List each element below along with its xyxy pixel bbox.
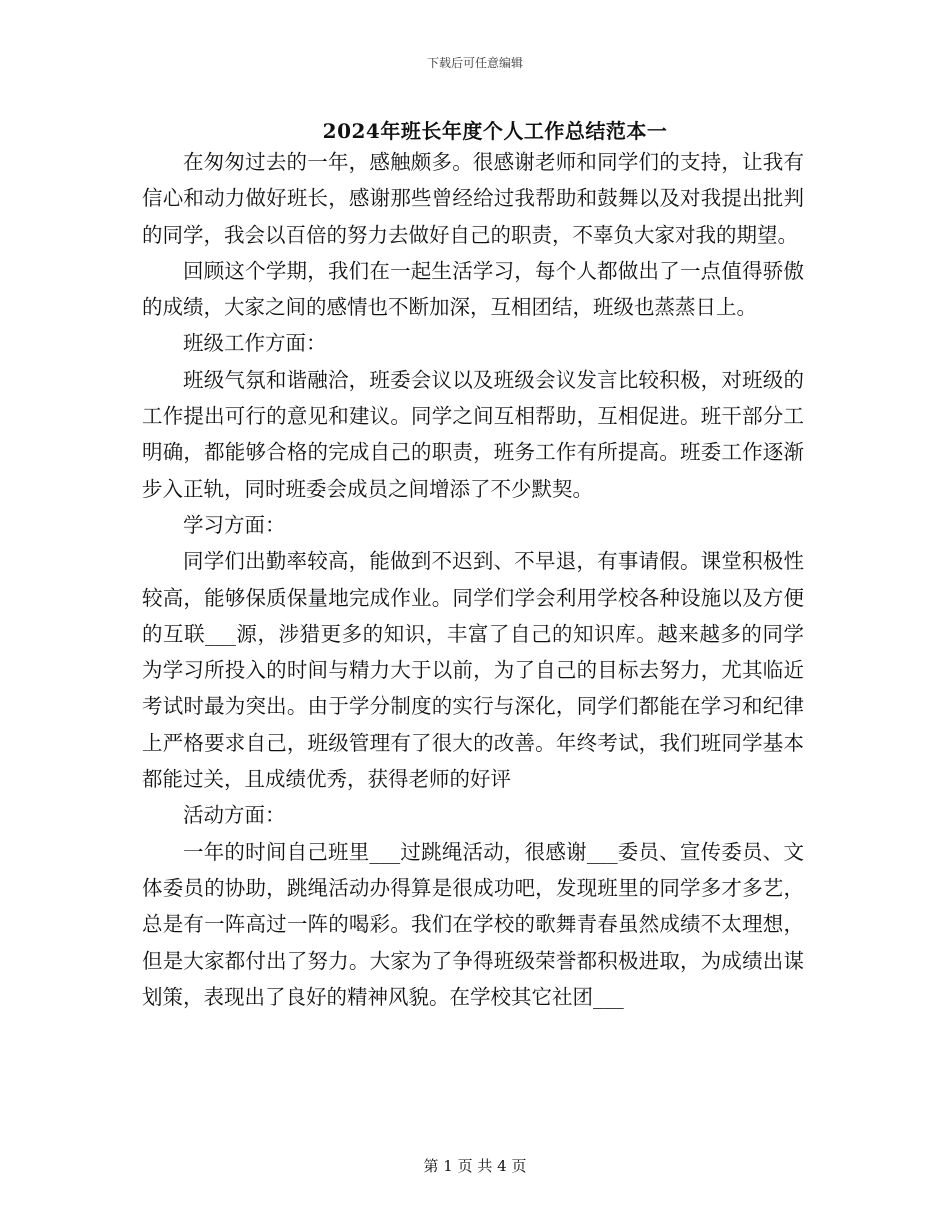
paragraph-study: 同学们出勤率较高，能做到不迟到、不早退，有事请假。课堂积极性较高，能够保质保量地完成作业。同学们学会利用学校各种设施以及方便的互联___源，涉猎更多的知识，丰富了自己的知识库。越来越多的同学为学习所投入的时间与精力大于以前，为了自己的目标去努力，尤其临近考试时最为突出。由于学分制度的实行与深化，同学们都能在学习和纪律上严格要求自己，班级管理有了很大的改善。年终考试，我们班同学基本都能过关，且成绩优秀，获得老师的好评: [142, 549, 804, 792]
document-body: [142, 144, 804, 1015]
section-heading-study: 学习方面：: [183, 512, 286, 537]
document-title: 2024年班长年度个人工作总结范本一: [322, 119, 668, 143]
paragraph-review: 回顾这个学期，我们在一起生活学习，每个人都做出了一点值得骄傲的成绩，大家之间的感情也不断加深，互相团结，班级也蒸蒸日上。: [142, 258, 804, 320]
section-heading-activities: 活动方面：: [183, 803, 286, 828]
paragraph-intro: 在匆匆过去的一年，感触颇多。很感谢老师和同学们的支持，让我有信心和动力做好班长，感谢那些曾经给过我帮助和鼓舞以及对我提出批判的同学，我会以百倍的努力去做好自己的职责，不辜负大家对我的期望。: [142, 150, 804, 247]
paragraph-class-work: 班级气氛和谐融洽，班委会议以及班级会议发言比较积极，对班级的工作提出可行的意见和建议。同学之间互相帮助，互相促进。班干部分工明确，都能够合格的完成自己的职责，班务工作有所提高。班委工作逐渐步入正轨，同时班委会成员之间增添了不少默契。: [142, 367, 804, 501]
header-note: 下载后可任意编辑: [426, 56, 523, 70]
section-heading-class-work: 班级工作方面：: [183, 331, 327, 356]
paragraph-activities: 一年的时间自己班里___过跳绳活动，很感谢___委员、宣传委员、文体委员的协助，跳绳活动办得算是很成功吧，发现班里的同学多才多艺，总是有一阵高过一阵的喝彩。我们在学校的歌舞青春虽然成绩不太理想，但是大家都付出了努力。大家为了争得班级荣誉都积极进取，为成绩出谋划策，表现出了良好的精神风貌。在学校其它社团___: [142, 839, 804, 1009]
page-number: 第 1 页 共 4 页: [423, 1157, 527, 1175]
